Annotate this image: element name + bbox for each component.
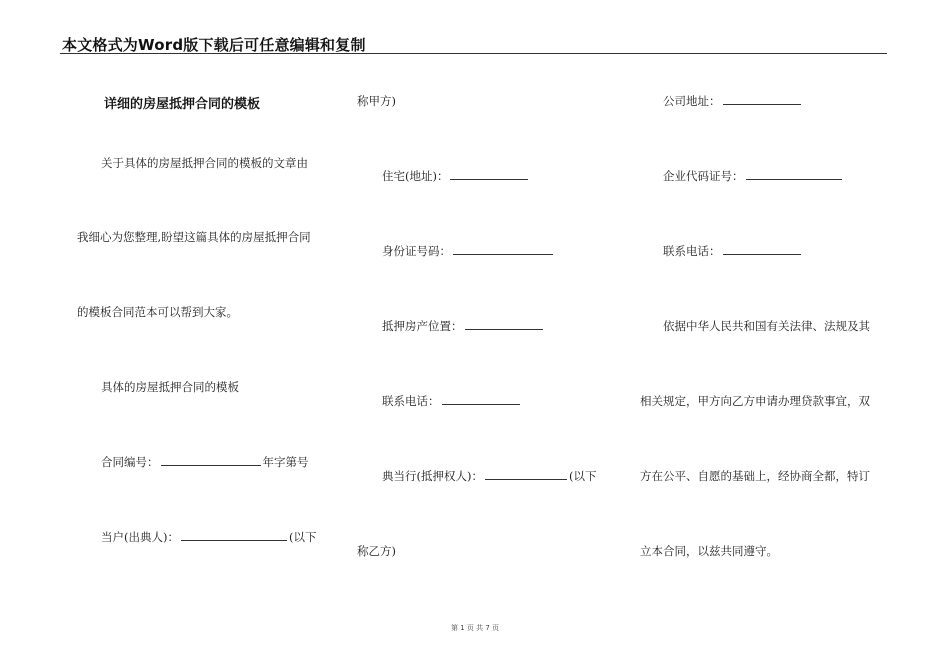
mortgagor-blank[interactable] [181, 530, 287, 541]
party-b-note: 称乙方) [357, 544, 396, 558]
agreement-para-line-4: 立本合同，以兹共同遵守。 [640, 544, 778, 558]
pawnshop-row [382, 468, 596, 484]
document-title: 详细的房屋抵押合同的模板 [104, 97, 261, 112]
company-address-label: 公司地址： [663, 94, 721, 108]
document-banner: 本文格式为Word版下载后可任意编辑和复制 [62, 36, 366, 54]
mortgagor-label: 当户(出典人)： [101, 530, 179, 544]
address-label: 住宅(地址)： [382, 169, 449, 183]
id-number-row [382, 243, 555, 259]
company-address-blank[interactable] [723, 94, 801, 105]
pawnshop-label: 典当行(抵押权人)： [382, 469, 483, 483]
phone-blank-party-b[interactable] [723, 244, 801, 255]
phone-label-party-a: 联系电话： [382, 394, 440, 408]
enterprise-code-row [663, 168, 844, 184]
phone-row-party-a [382, 393, 522, 409]
party-a-note: 称甲方) [357, 94, 396, 108]
agreement-para-line-1: 依据中华人民共和国有关法律、法规及其 [663, 319, 870, 333]
banner-divider [60, 53, 887, 54]
phone-blank-party-a[interactable] [442, 394, 520, 405]
address-blank[interactable] [450, 169, 528, 180]
enterprise-code-blank[interactable] [746, 169, 842, 180]
enterprise-code-label: 企业代码证号： [663, 169, 744, 183]
page-number: 第 1 页 共 7 页 [450, 624, 500, 632]
pawnshop-suffix: (以下 [568, 469, 597, 483]
mortgagor-suffix: (以下 [288, 530, 317, 544]
contract-number-blank[interactable] [161, 455, 261, 466]
pawnshop-blank[interactable] [485, 469, 567, 480]
agreement-para-line-2: 相关规定，甲方向乙方申请办理贷款事宜，双 [640, 394, 870, 408]
intro-line-1: 关于具体的房屋抵押合同的模板的文章由 [101, 156, 308, 170]
intro-line-3: 的模板合同范本可以帮到大家。 [77, 305, 238, 319]
contract-number-suffix: 年字第号 [262, 455, 309, 469]
agreement-para-line-3: 方在公平、自愿的基础上，经协商全都，特订 [640, 469, 870, 483]
contract-number-row [101, 454, 309, 470]
property-location-label: 抵押房产位置： [382, 319, 463, 333]
property-location-row [382, 318, 545, 334]
contract-number-label: 合同编号： [101, 455, 159, 469]
property-location-blank[interactable] [465, 319, 543, 330]
address-row [382, 168, 530, 184]
mortgagor-row [101, 529, 316, 545]
company-address-row [663, 93, 803, 109]
id-number-blank[interactable] [453, 244, 553, 255]
intro-line-2: 我细心为您整理,盼望这篇具体的房屋抵押合同 [77, 230, 311, 244]
id-number-label: 身份证号码： [382, 244, 451, 258]
phone-row-party-b [663, 243, 803, 259]
phone-label-party-b: 联系电话： [663, 244, 721, 258]
contract-subtitle: 具体的房屋抵押合同的模板 [101, 380, 239, 394]
